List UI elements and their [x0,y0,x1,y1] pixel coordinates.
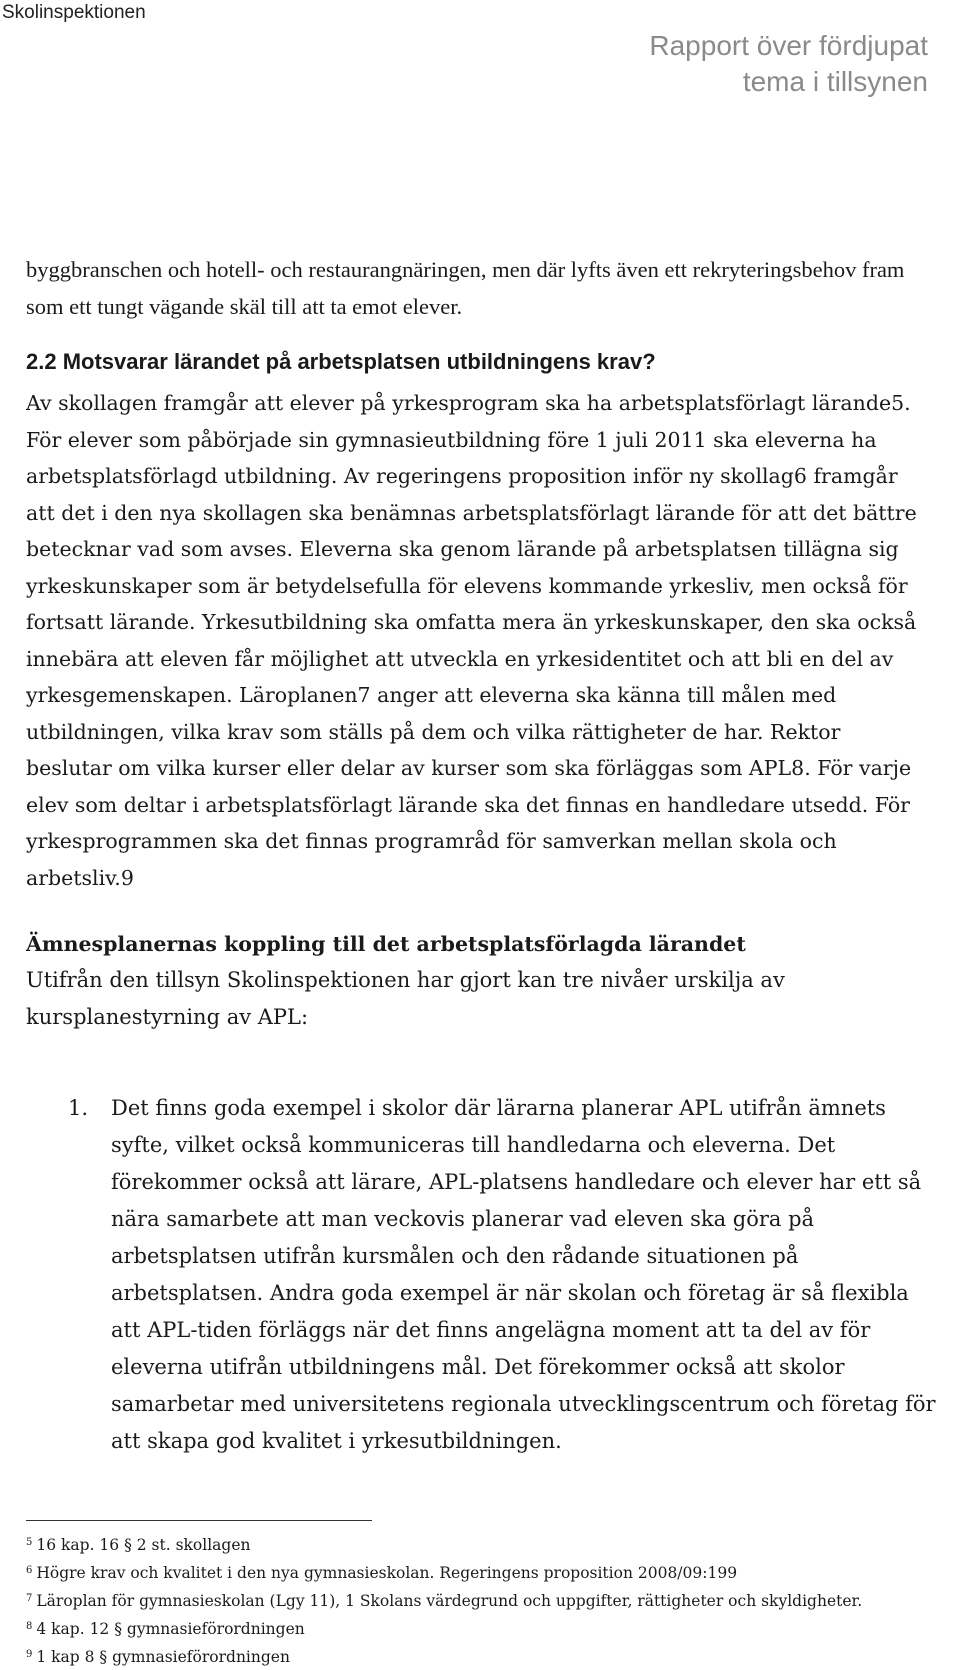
footnote-7 [26,1586,936,1614]
section-heading: 2.2 Motsvarar lärandet på arbetsplatsen utbildningens krav? [26,349,656,374]
footnote-8 [26,1614,936,1642]
footnote-number: 5 [26,1537,33,1548]
footnotes [26,1530,936,1670]
header-organization: Skolinspektionen [2,2,146,23]
footnote-6 [26,1558,936,1586]
list-item [68,1090,938,1460]
footnote-5 [26,1530,936,1558]
list-item-number: 1. [68,1096,89,1120]
subsection-heading: Ämnesplanernas koppling till det arbetsplatsförlagda lärandet [26,932,746,956]
footnote-text: 16 kap. 16 § 2 st. skollagen [36,1536,251,1554]
list-item-text: Det finns goda exempel i skolor där lärarna planerar APL utifrån ämnets syfte, vilket också kommuniceras till handledarna och eleverna. Det förekommer också att lärare, APL-platsens handledare och elever har ett så nära samarbete att man veckovis planerar vad eleven ska göra på arbetsplatsen utifrån kursmålen och den rådande situationen på arbetsplatsen. Andra goda exempel är när skolan och företag är så flexibla att APL-tiden förläggs när det finns angelägna moment att ta del av för eleverna utifrån utbildningens mål. Det förekommer också att skolor samarbetar med universitetens regionala utvecklingscentrum och företag för att skapa god kvalitet i yrkesutbildningen. [111,1096,936,1453]
footnote-number: 8 [26,1621,33,1632]
footnote-text: Läroplan för gymnasieskolan (Lgy 11), 1 Skolans värdegrund och uppgifter, rättigheter och skyldigheter. [36,1592,863,1610]
footnote-separator [26,1520,372,1521]
report-title-line-1: Rapport över fördjupat [649,30,928,61]
footnote-number: 7 [26,1593,33,1604]
paragraph-continuation: byggbranschen och hotell- och restaurangnäringen, men där lyfts även ett rekryteringsbehov fram som ett tungt vägande skäl till att ta emot elever. [26,257,905,319]
report-title-line-2: tema i tillsynen [742,66,928,97]
footnote-text: Högre krav och kvalitet i den nya gymnasieskolan. Regeringens proposition 2008/09:199 [36,1564,738,1582]
paragraph-legal-basis: Av skollagen framgår att elever på yrkesprogram ska ha arbetsplatsförlagt lärande5. För elever som påbörjade sin gymnasieutbildning före 1 juli 2011 ska eleverna ha arbetsplatsförlagd utbildning. Av regeringens proposition inför ny skollag6 framgår att det i den nya skollagen ska benämnas arbetsplatsförlagt lärande för att det bättre betecknar vad som avses. Eleverna ska genom lärande på arbetsplatsen tillägna sig yrkeskunskaper som är betydelsefulla för elevens kommande yrkesliv, men också för fortsatt lärande. Yrkesutbildning ska omfatta mera än yrkeskunskaper, den ska också innebära att eleven får möjlighet att utveckla en yrkesidentitet och att bli en del av yrkesgemenskapen. Läroplanen7 anger att eleverna ska känna till målen med utbildningen, vilka krav som ställs på dem och vilka rättigheter de har. Rektor beslutar om vilka kurser eller delar av kurser som ska förläggas som APL8. För varje elev som deltar i arbetsplatsförlagt lärande ska det finnas en handledare utsedd. För yrkesprogrammen ska det finnas programråd för samverkan mellan skola och arbetsliv.9 [26,391,917,890]
report-title [649,28,928,100]
footnote-text: 4 kap. 12 § gymnasieförordningen [36,1620,305,1638]
footnote-text: 1 kap 8 § gymnasieförordningen [36,1648,290,1666]
footnote-number: 6 [26,1565,33,1576]
footnote-number: 9 [26,1649,33,1660]
paragraph-intro: Utifrån den tillsyn Skolinspektionen har gjort kan tre nivåer urskilja av kursplanestyrning av APL: [26,968,785,1029]
page-content [26,252,926,1036]
